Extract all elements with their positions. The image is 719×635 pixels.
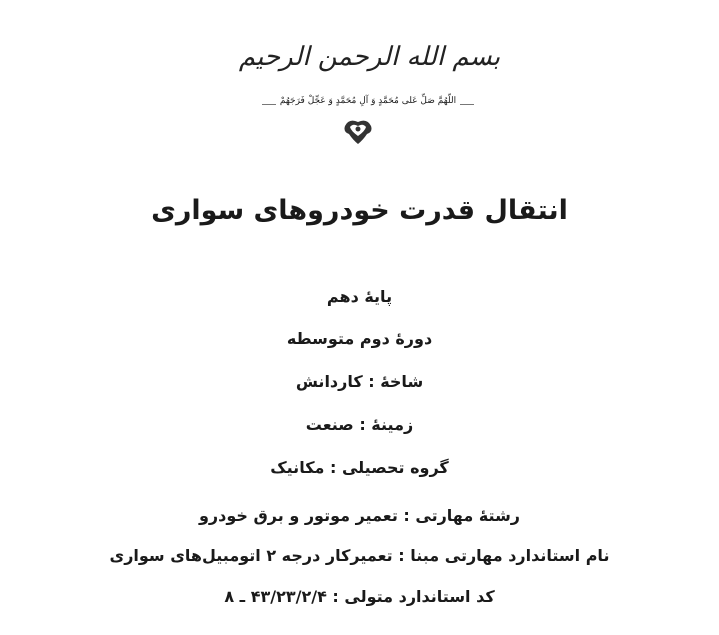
standard-name-line: نام استاندارد مهارتی مبنا : تعمیرکار درجه ۲ اتومبیل‌های سواری [109, 546, 610, 565]
ornament-icon [341, 118, 375, 144]
field-line: زمینۀ : صنعت [305, 415, 414, 434]
grade-line: پایۀ دهم [326, 287, 393, 306]
book-title: انتقال قدرت خودروهای سواری [151, 195, 568, 226]
branch-line: شاخۀ : کاردانش [295, 372, 424, 391]
skill-major-line: رشتۀ مهارتی : تعمیر موتور و برق خودرو [198, 506, 521, 525]
standard-code-line: کد استاندارد متولی : ۴۳/۲۳/۲/۴ ـ ۸ [224, 587, 495, 606]
prayer-line [262, 96, 474, 112]
course-period-line: دورۀ دوم متوسطه [286, 329, 433, 348]
salawat-text: اللّهُمَّ صَلِّ عَلی مُحَمَّدٍ وَ آلِ مُحَمَّدٍ وَ عَجِّلْ فَرَجَهُمْ [276, 96, 460, 106]
study-group-line: گروه تحصیلی : مکانیک [270, 458, 449, 477]
basmala-calligraphy: بسم الله الرحمن الرحیم [238, 42, 501, 72]
